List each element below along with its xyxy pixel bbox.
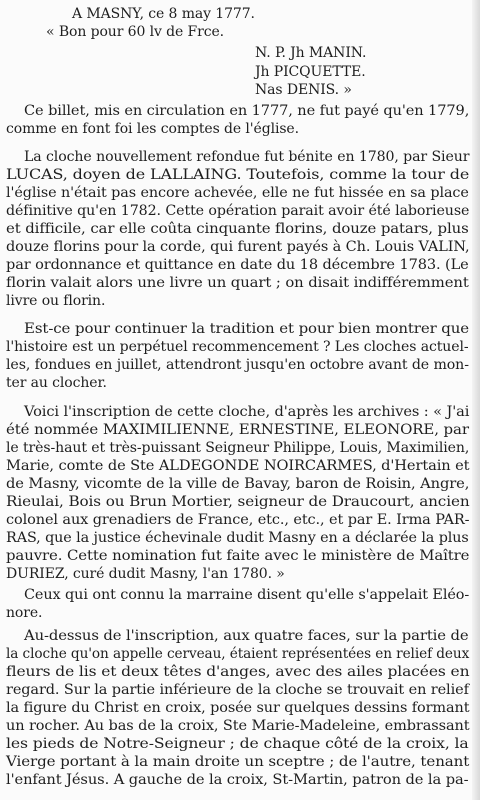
paragraph-line: regard. Sur la partie inférieure de la cloche se trouvait en relief	[6, 682, 469, 698]
paragraph-line: par ordonnance et quittance en date du 18 décembre 1783. (Le	[6, 257, 469, 273]
paragraph-line: comme en font foi les comptes de l'église.	[6, 121, 299, 137]
paragraph-line: Ce billet, mis en circulation en 1777, ne fut payé qu'en 1779,	[24, 103, 470, 119]
paragraph-line: l'enfant Jésus. A gauche de la croix, St-Martin, patron de la pa-	[6, 772, 469, 788]
paragraph-line: et difficile, car elle coûta cinquante florins, douze patars, plus	[6, 221, 469, 237]
paragraph-line: définitive qu'en 1782. Cette opération parait avoir été laborieuse	[6, 203, 470, 219]
header-place-date: A MASNY, ce 8 may 1777.	[72, 6, 255, 22]
page-edge-shadow	[472, 0, 480, 800]
paragraph-line: Voici l'inscription de cette cloche, d'après les archives : « J'ai	[24, 404, 470, 420]
paragraph-line: DURIEZ, curé dudit Masny, l'an 1780. »	[6, 566, 285, 582]
paragraph-line: les, fondues en juillet, attendront jusqu'en octobre avant de mon-	[6, 357, 469, 373]
header-signature-2: Jh PICQUETTE.	[255, 64, 366, 80]
paragraph-line: douze florins pour la corde, qui furent payés à Ch. Louis VALIN,	[6, 239, 470, 255]
header-signature-1: N. P. Jh MANIN.	[255, 45, 367, 61]
paragraph-line: colonel aux grenadiers de France, etc., etc., et par E. Irma PAR-	[6, 512, 470, 528]
paragraph-line: RAS, que la justice échevinale dudit Masny en a déclarée la plus	[6, 530, 469, 546]
paragraph-line: l'église n'était pas encore achevée, elle ne fut hissée en sa place	[6, 185, 469, 201]
header-bon: « Bon pour 60 lv de Frce.	[46, 24, 225, 40]
paragraph-line: Marie, comte de Ste ALDEGONDE NOIRCARMES, d'Hertain et	[6, 458, 470, 474]
paragraph-line: été nommée MAXIMILIENNE, ERNESTINE, ELEONORE, par	[6, 422, 469, 438]
paragraph-line: l'histoire est un perpétuel recommencement ? Les cloches actuel-	[6, 339, 469, 355]
paragraph-line: Vierge portant à la main droite un sceptre ; de l'autre, tenant	[6, 754, 470, 770]
paragraph-line: la figure du Christ en croix, posée sur quelques dessins formant	[6, 700, 470, 716]
paragraph-line: la cloche qu'on appelle cerveau, étaient représentées en relief deux	[6, 646, 470, 662]
header-signature-3: Nas DENIS. »	[255, 82, 352, 98]
paragraph-line: Est-ce pour continuer la tradition et pour bien montrer que	[24, 321, 470, 337]
paragraph-line: Ceux qui ont connu la marraine disent qu'elle s'appelait Eléo-	[24, 587, 470, 603]
paragraph-line: Rieulai, Bois ou Brun Mortier, seigneur de Draucourt, ancien	[6, 494, 470, 510]
paragraph-line: pauvre. Cette nomination fut faite avec le ministère de Maître	[6, 548, 470, 564]
paragraph-line: les pieds de Notre-Seigneur ; de chaque côté de la croix, la	[6, 736, 469, 752]
paragraph-line: ter au clocher.	[6, 375, 107, 391]
paragraph-line: le très-haut et très-puissant Seigneur Philippe, Louis, Maximilien,	[6, 440, 470, 456]
paragraph-line: florin valait alors une livre un quart ; on disait indifféremment	[6, 275, 469, 291]
paragraph-line: un rocher. Au bas de la croix, Ste Marie-Madeleine, embrassant	[6, 718, 470, 734]
paragraph-line: nore.	[6, 605, 43, 621]
paragraph-line: La cloche nouvellement refondue fut bénite en 1780, par Sieur	[24, 149, 470, 165]
paragraph-line: Au-dessus de l'inscription, aux quatre faces, sur la partie de	[24, 628, 469, 644]
paragraph-line: livre ou florin.	[6, 293, 106, 309]
paragraph-line: fleurs de lis et deux têtes d'anges, avec des ailes placées en	[6, 664, 470, 680]
paragraph-line: LUCAS, doyen de LALLAING. Toutefois, comme la tour de	[6, 167, 470, 183]
paragraph-line: de Masny, vicomte de la ville de Bavay, baron de Roisin, Angre,	[6, 476, 470, 492]
